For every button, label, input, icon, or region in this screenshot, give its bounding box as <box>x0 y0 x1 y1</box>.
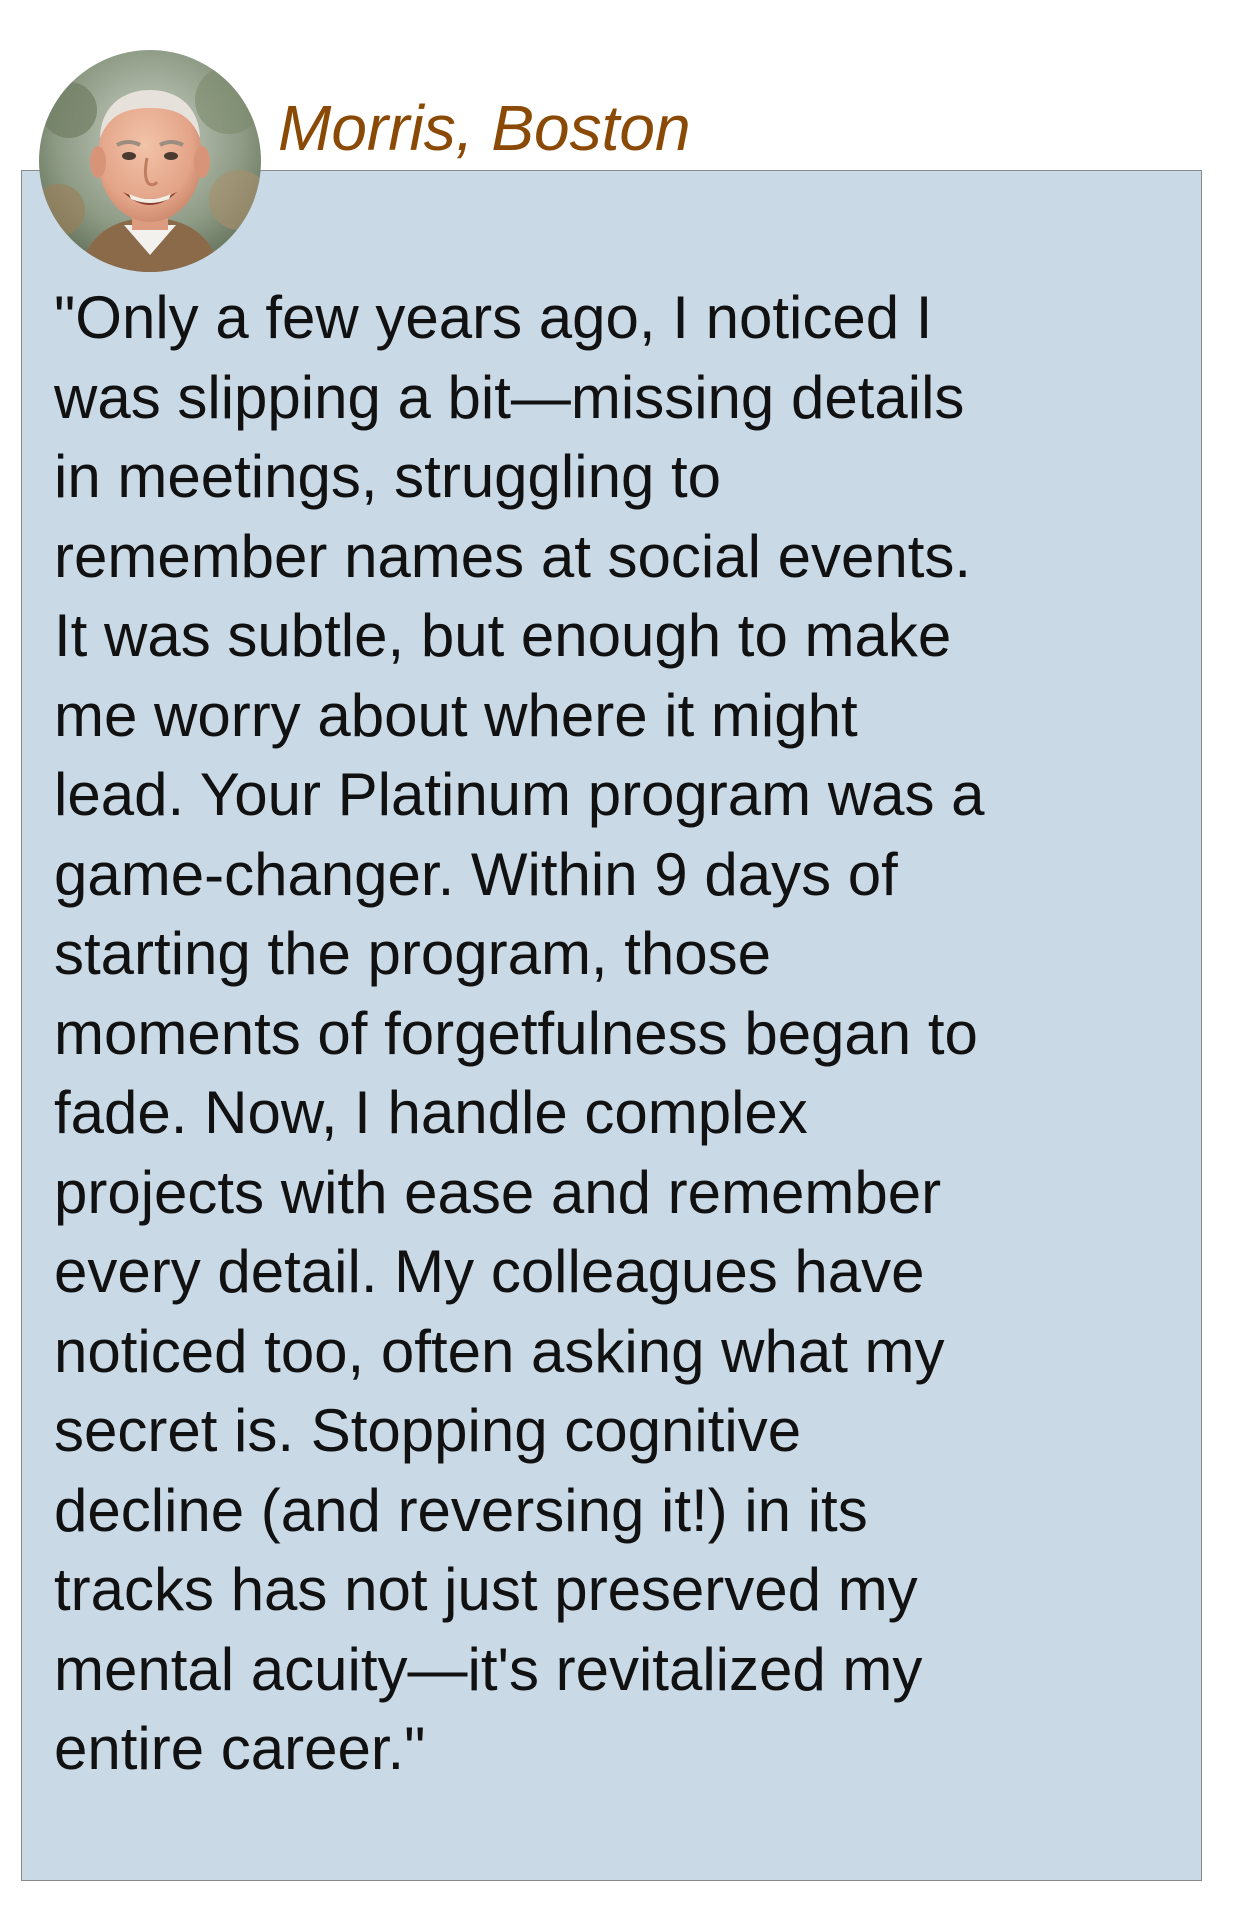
quote-line: lead. Your Platinum program was a <box>54 761 985 828</box>
quote-line: mental acuity—it's revitalized my <box>54 1635 923 1703</box>
quote-line: It was subtle, but enough to make <box>54 602 952 669</box>
quote-line: remember names at social events. <box>54 522 972 590</box>
quote-line: decline (and reversing it!) in its <box>54 1476 868 1544</box>
avatar <box>39 50 261 272</box>
quote-line: moments of forgetfulness began to <box>54 999 978 1067</box>
testimonial-quote <box>54 278 1174 1789</box>
quote-line: projects with ease and remember <box>54 1158 942 1226</box>
quote-line: was slipping a bit—missing details <box>54 363 965 431</box>
quote-line: game-changer. Within 9 days of <box>54 840 898 908</box>
quote-line: every detail. My colleagues have <box>54 1238 925 1305</box>
avatar-photo <box>39 50 261 272</box>
author-name: Morris, Boston <box>278 92 691 164</box>
quote-line: fade. Now, I handle complex <box>54 1079 808 1146</box>
quote-line: tracks has not just preserved my <box>54 1556 918 1623</box>
quote-line: in meetings, struggling to <box>54 443 722 510</box>
quote-line: "Only a few years ago, I noticed I <box>54 284 933 351</box>
quote-line: me worry about where it might <box>54 681 858 749</box>
quote-line: starting the program, those <box>54 920 772 987</box>
quote-line: secret is. Stopping cognitive <box>54 1397 802 1464</box>
quote-line: entire career." <box>54 1715 426 1782</box>
quote-line: noticed too, often asking what my <box>54 1317 945 1385</box>
